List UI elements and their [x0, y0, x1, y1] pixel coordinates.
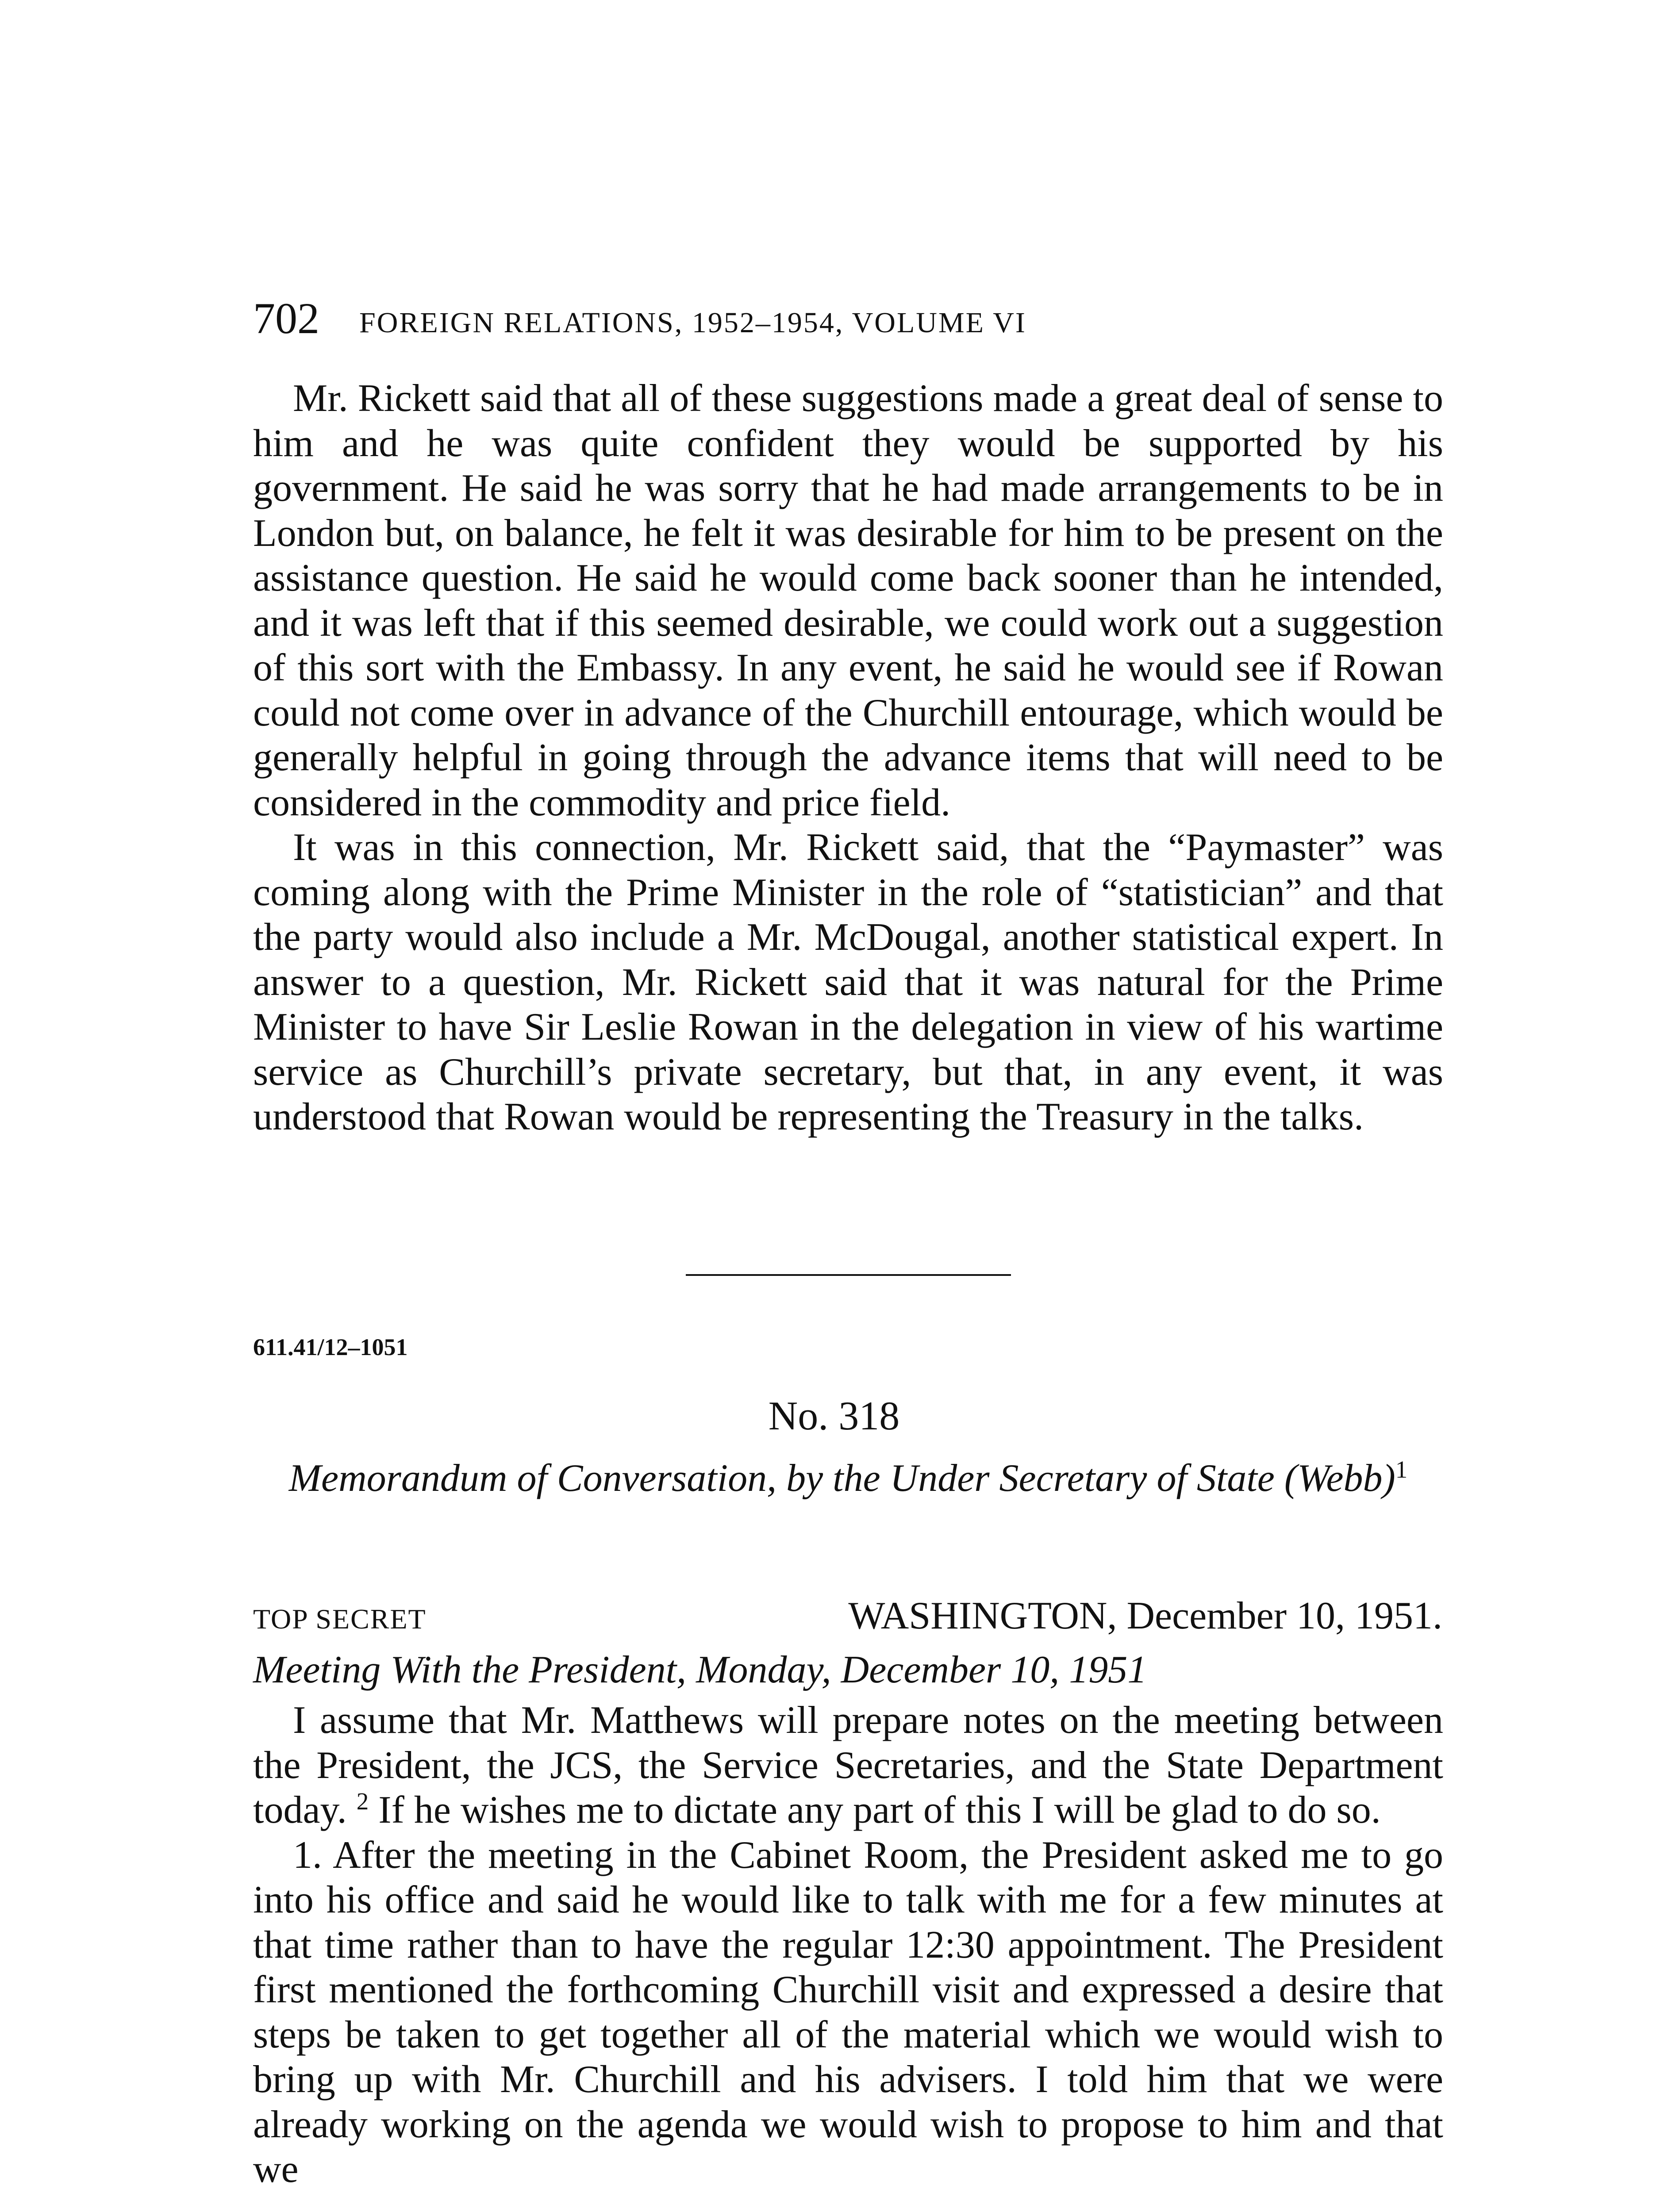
dateline	[848, 1592, 1442, 1640]
file-number: 611.41/12–1051	[253, 1334, 408, 1360]
classification: TOP SECRET	[253, 1603, 427, 1635]
dateline-place: WASHINGTON	[848, 1594, 1107, 1637]
document-title-text: Memorandum of Conversation, by the Under Secretary of State (Webb)	[288, 1457, 1395, 1500]
page-header	[253, 292, 1439, 345]
running-head: FOREIGN RELATIONS, 1952–1954, VOLUME VI	[359, 307, 1026, 339]
document-title	[253, 1455, 1443, 1502]
body-paragraph: It was in this connection, Mr. Rickett said, that the “Paymaster” was coming along with the Prime Minister in the role of “statistician” and that the party would also include a Mr. McDougal, another statistical expert. In answer to a question, Mr. Rickett said that it was natural for the Prime Minister to have Sir Leslie Rowan in the delegation in view of his wartime service as Churchill’s private secretary, but that, in any event, it was understood that Rowan would be representing the Treasury in the talks.	[253, 826, 1443, 1138]
continued-text	[253, 376, 1443, 1140]
memo-text	[253, 1698, 1443, 2192]
footnote-ref: 1	[1395, 1456, 1408, 1483]
body-paragraph: Mr. Rickett said that all of these suggestions made a great deal of sense to him and he was quite confident they would be supported by his government. He said he was sorry that he had made arrangements to be in London but, on balance, he felt it was desirable for him to be present on the assistance question. He said he would come back sooner than he intended, and it was left that if this seemed desirable, we could work out a suggestion of this sort with the Embassy. In any event, he said he would see if Rowan could not come over in advance of the Churchill entourage, which would be generally helpful in going through the advance items that will need to be considered in the commodity and price field.	[253, 377, 1443, 824]
body-paragraph	[253, 1698, 1443, 1833]
document-number: No. 318	[768, 1393, 900, 1438]
section-divider	[686, 1274, 1011, 1276]
memo-subject: Meeting With the President, Monday, December 10, 1951	[253, 1648, 1147, 1691]
body-paragraph: 1. After the meeting in the Cabinet Room, the President asked me to go into his office and said he would like to talk with me for a few minutes at that time rather than to have the regular 12:30 appointment. The President first mentioned the forthcoming Churchill visit and expressed a desire that steps be taken to get together all of the material which we would wish to bring up with Mr. Churchill and his advisers. I told him that we were already working on the agenda we would wish to propose to him and that we	[253, 1833, 1443, 2191]
footnote-ref: 2	[356, 1788, 369, 1815]
paragraph-text: If he wishes me to dictate any part of this I will be glad to do so.	[369, 1789, 1381, 1832]
paragraph-text: I assume that Mr. Matthews will prepare notes on the meeting between the President, the JCS, the Service Secretaries, and the State Department today.	[253, 1699, 1443, 1832]
dateline-date: , December 10, 1951.	[1107, 1594, 1442, 1637]
page-number: 702	[253, 294, 319, 343]
